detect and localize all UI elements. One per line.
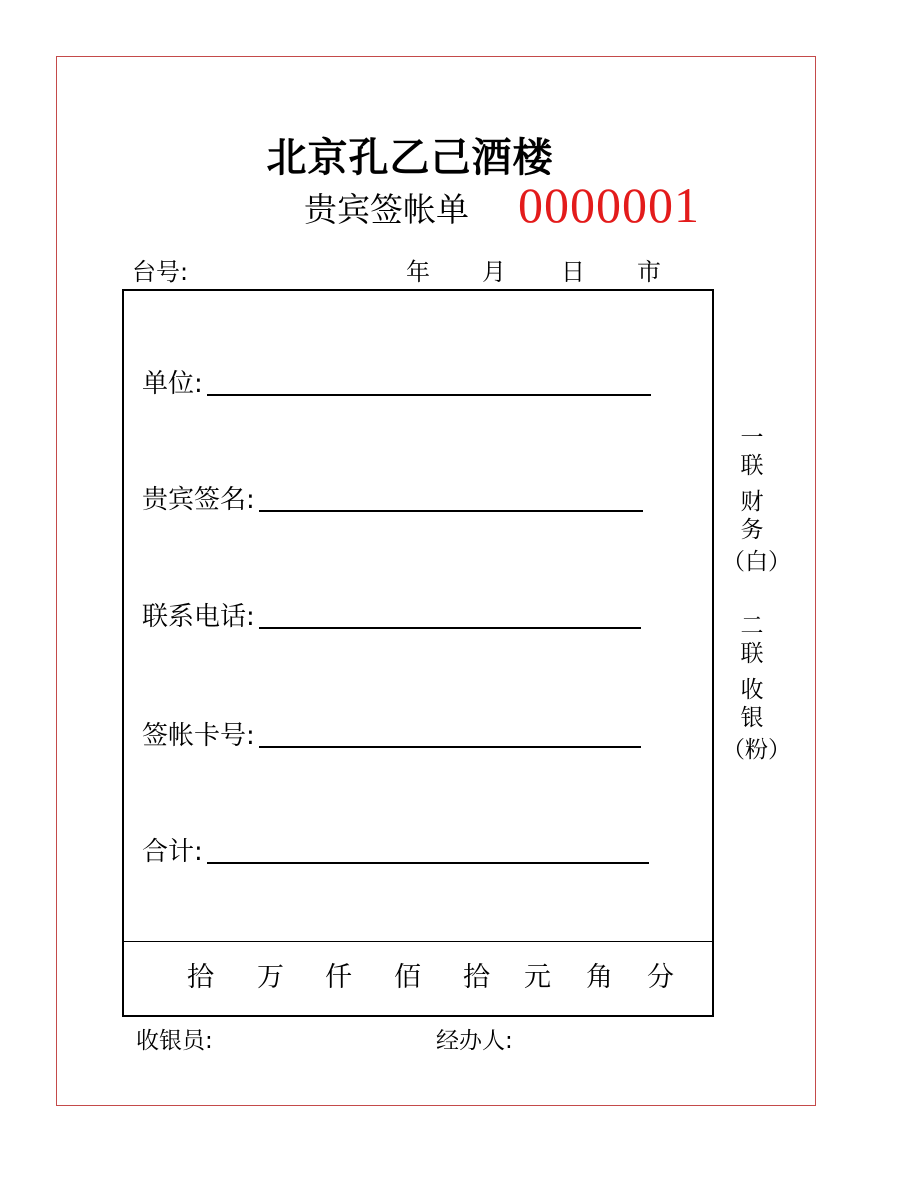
field-card-number xyxy=(142,715,641,752)
date-unit-day: 日 xyxy=(561,258,585,286)
amount-unit: 万 xyxy=(257,962,284,993)
field-phone-line[interactable] xyxy=(259,626,641,629)
field-guest-signature xyxy=(142,479,643,516)
amount-unit: 拾 xyxy=(187,962,214,993)
cashier-label: 收银员: xyxy=(136,1028,213,1054)
copy-one-line: 务 xyxy=(740,517,764,543)
copy-one-line: 联 xyxy=(740,453,764,479)
field-total-label: 合计: xyxy=(142,837,203,867)
serial-number: 0000001 xyxy=(518,177,700,233)
handler-label: 经办人: xyxy=(436,1028,513,1054)
field-guest-signature-label: 贵宾签名: xyxy=(142,485,255,515)
field-guest-signature-line[interactable] xyxy=(259,509,643,512)
copy-two-cashier xyxy=(722,612,791,764)
copy-two-line: （粉） xyxy=(722,737,791,763)
copy-one-line: 财 xyxy=(740,489,764,515)
amount-unit: 角 xyxy=(586,962,613,993)
form-title: 贵宾签帐单 xyxy=(304,190,469,229)
amount-unit: 分 xyxy=(647,962,674,993)
table-number-label: 台号: xyxy=(132,258,189,286)
amount-unit: 元 xyxy=(524,962,551,993)
field-unit-label: 单位: xyxy=(142,369,203,399)
copy-two-line: 收 xyxy=(740,677,764,703)
copy-one-line: （白） xyxy=(722,549,791,575)
date-unit-month: 月 xyxy=(482,258,506,286)
copy-two-line: 二 xyxy=(740,613,764,639)
field-phone xyxy=(142,596,641,633)
date-unit-year: 年 xyxy=(406,258,430,286)
field-card-number-line[interactable] xyxy=(259,745,641,748)
field-unit xyxy=(142,363,651,400)
field-card-number-label: 签帐卡号: xyxy=(142,721,255,751)
amount-unit: 佰 xyxy=(394,962,421,993)
copy-one-line: 一 xyxy=(740,425,764,451)
amount-divider xyxy=(124,941,712,942)
field-total-line[interactable] xyxy=(207,861,649,864)
field-unit-line[interactable] xyxy=(207,393,651,396)
amount-unit: 拾 xyxy=(463,962,490,993)
date-unit-city: 市 xyxy=(637,258,661,286)
field-total xyxy=(142,831,649,868)
copy-two-line: 联 xyxy=(740,641,764,667)
field-phone-label: 联系电话: xyxy=(142,602,255,632)
bill-box xyxy=(122,289,714,1017)
restaurant-name: 北京孔乙己酒楼 xyxy=(266,134,554,181)
amount-units-row xyxy=(124,955,712,999)
copy-two-line: 银 xyxy=(740,705,764,731)
amount-unit: 仟 xyxy=(325,962,352,993)
copy-one-finance xyxy=(722,424,791,576)
